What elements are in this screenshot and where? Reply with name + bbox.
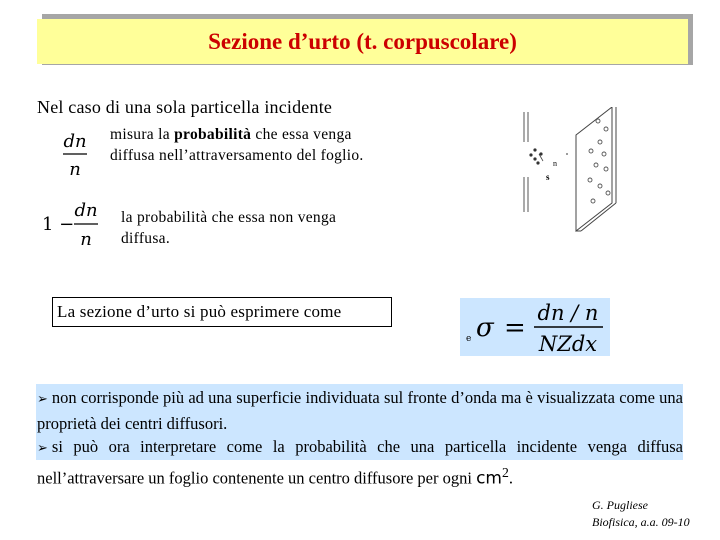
arrow-bullet-icon: ➢ (37, 441, 48, 456)
line2-b: diffusa. (121, 230, 171, 247)
bullet-2 (37, 435, 683, 491)
bullet-2-exponent: 2 (502, 464, 509, 480)
target-foil (576, 107, 616, 231)
label-n: n (553, 159, 557, 168)
formula-denominator: NZdx (538, 332, 598, 356)
slit-lines (524, 112, 528, 212)
formula-sigma: σ (476, 313, 494, 343)
footer-author: G. Pugliese (592, 498, 648, 512)
footer (592, 497, 690, 531)
scattering-diagram (512, 107, 622, 242)
label-s: s (546, 172, 550, 182)
fraction1-num: dn (63, 131, 87, 152)
fraction2-num: dn (74, 200, 98, 221)
bullet-box (36, 384, 683, 488)
fraction2-lead: 1 − (42, 214, 75, 235)
cross-section-text-box: La sezione d’urto si può esprimere come (52, 297, 392, 327)
line1-text (110, 124, 364, 166)
bullet-1-text: non corrisponde più ad una superficie individuata sul fronte d’onda ma è visualizzata come una proprietà dei centri diffusori. (37, 388, 683, 433)
fraction-one-minus-dn-over-n (42, 197, 102, 251)
line2-a: la probabilità che essa non venga (121, 209, 337, 226)
bullet-2-text: si può ora interpretare come la probabilità che una particella incidente venga diffusa nell’attraversare un foglio contenente un centro diffusore per ogni (37, 437, 683, 487)
formula-numerator: dn / n (537, 301, 599, 325)
title-box (37, 19, 688, 64)
footer-course: Biofisica, a.a. 09-10 (592, 515, 690, 529)
formula-equals: = (504, 313, 526, 343)
intro-text: Nel caso di una sola particella incidente (37, 97, 333, 117)
line2-text (121, 207, 336, 249)
stray-dot (566, 153, 568, 155)
line1-post: che essa venga (251, 126, 352, 143)
slide-title: Sezione d’urto (t. corpuscolare) (208, 28, 517, 54)
formula-small-e: e (466, 334, 472, 344)
arrow-bullet-icon: ➢ (37, 392, 48, 407)
bullet-2-unit: cm (476, 468, 502, 488)
line1-cont: diffusa nell’attraversamento del foglio. (110, 147, 364, 164)
line1-bold: probabilità (174, 126, 252, 143)
bullet-2-end: . (508, 468, 513, 487)
fraction-dn-over-n (60, 128, 90, 182)
fraction2-den: n (80, 229, 92, 250)
cross-section-formula (460, 298, 610, 356)
bullet-1 (37, 386, 683, 435)
scattering-centers (588, 119, 610, 203)
fraction1-den: n (69, 159, 81, 180)
line1-pre: misura la (110, 126, 175, 143)
